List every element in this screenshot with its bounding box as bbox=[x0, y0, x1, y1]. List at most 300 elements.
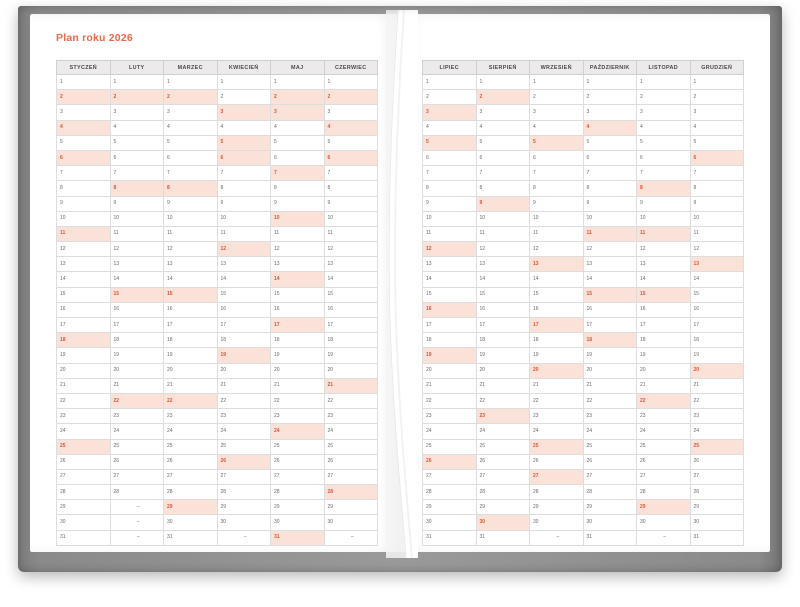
day-cell[interactable]: 11 bbox=[637, 226, 691, 241]
day-cell[interactable]: 8 bbox=[217, 181, 271, 196]
day-cell[interactable]: 19 bbox=[637, 348, 691, 363]
day-cell[interactable]: 11 bbox=[110, 226, 164, 241]
day-cell[interactable]: 16 bbox=[637, 302, 691, 317]
day-cell[interactable]: 23 bbox=[637, 409, 691, 424]
day-cell[interactable]: 5 bbox=[164, 135, 218, 150]
day-cell[interactable]: 22 bbox=[271, 393, 325, 408]
day-cell[interactable]: 26 bbox=[110, 454, 164, 469]
day-cell[interactable]: 9 bbox=[110, 196, 164, 211]
day-cell[interactable]: 24 bbox=[110, 424, 164, 439]
day-cell[interactable]: 11 bbox=[423, 226, 477, 241]
day-cell[interactable]: 26 bbox=[476, 454, 530, 469]
day-cell[interactable]: 19 bbox=[324, 348, 378, 363]
day-cell[interactable]: 17 bbox=[217, 318, 271, 333]
day-cell[interactable]: 29 bbox=[164, 500, 218, 515]
day-cell[interactable]: 16 bbox=[583, 302, 637, 317]
day-cell[interactable]: 4 bbox=[423, 120, 477, 135]
day-cell[interactable]: 24 bbox=[530, 424, 584, 439]
day-cell[interactable]: 29 bbox=[423, 500, 477, 515]
day-cell[interactable]: 14 bbox=[583, 272, 637, 287]
day-cell[interactable]: 15 bbox=[530, 287, 584, 302]
day-cell[interactable]: 12 bbox=[637, 242, 691, 257]
day-cell[interactable]: 16 bbox=[271, 302, 325, 317]
day-cell[interactable]: 18 bbox=[530, 333, 584, 348]
day-cell[interactable]: 27 bbox=[476, 469, 530, 484]
day-cell[interactable]: 31 bbox=[164, 530, 218, 545]
day-cell[interactable]: 22 bbox=[583, 393, 637, 408]
day-cell[interactable]: 15 bbox=[476, 287, 530, 302]
day-cell[interactable]: 9 bbox=[164, 196, 218, 211]
day-cell[interactable]: 17 bbox=[476, 318, 530, 333]
day-cell[interactable]: 28 bbox=[217, 485, 271, 500]
day-cell[interactable]: 24 bbox=[57, 424, 111, 439]
day-cell[interactable]: 31 bbox=[271, 530, 325, 545]
day-cell[interactable]: 27 bbox=[57, 469, 111, 484]
day-cell[interactable]: 7 bbox=[57, 166, 111, 181]
day-cell[interactable]: 29 bbox=[637, 500, 691, 515]
day-cell[interactable]: 12 bbox=[57, 242, 111, 257]
day-cell[interactable]: 1 bbox=[476, 75, 530, 90]
day-cell[interactable]: 8 bbox=[324, 181, 378, 196]
day-cell[interactable]: 2 bbox=[271, 90, 325, 105]
day-cell[interactable]: 7 bbox=[637, 166, 691, 181]
day-cell[interactable]: 23 bbox=[583, 409, 637, 424]
day-cell[interactable]: 14 bbox=[476, 272, 530, 287]
day-cell[interactable]: 24 bbox=[271, 424, 325, 439]
day-cell[interactable]: 4 bbox=[690, 120, 744, 135]
day-cell[interactable]: 18 bbox=[217, 333, 271, 348]
day-cell[interactable]: 16 bbox=[164, 302, 218, 317]
day-cell[interactable]: 11 bbox=[530, 226, 584, 241]
day-cell[interactable]: 20 bbox=[217, 363, 271, 378]
day-cell[interactable]: 23 bbox=[164, 409, 218, 424]
day-cell[interactable]: 9 bbox=[583, 196, 637, 211]
day-cell[interactable]: 10 bbox=[217, 211, 271, 226]
day-cell[interactable]: 17 bbox=[164, 318, 218, 333]
day-cell[interactable]: 8 bbox=[530, 181, 584, 196]
day-cell[interactable]: 5 bbox=[530, 135, 584, 150]
day-cell[interactable]: 11 bbox=[164, 226, 218, 241]
day-cell[interactable]: 10 bbox=[637, 211, 691, 226]
day-cell[interactable]: 29 bbox=[690, 500, 744, 515]
day-cell[interactable]: 5 bbox=[110, 135, 164, 150]
day-cell[interactable]: 15 bbox=[637, 287, 691, 302]
day-cell[interactable]: 28 bbox=[637, 485, 691, 500]
day-cell[interactable]: 26 bbox=[423, 454, 477, 469]
day-cell[interactable]: 22 bbox=[637, 393, 691, 408]
day-cell[interactable]: 15 bbox=[583, 287, 637, 302]
day-cell[interactable]: 17 bbox=[690, 318, 744, 333]
day-cell[interactable]: 10 bbox=[530, 211, 584, 226]
day-cell[interactable]: 21 bbox=[476, 378, 530, 393]
day-cell[interactable]: 30 bbox=[530, 515, 584, 530]
day-cell[interactable]: 11 bbox=[324, 226, 378, 241]
day-cell[interactable]: 19 bbox=[423, 348, 477, 363]
day-cell[interactable]: 22 bbox=[324, 393, 378, 408]
day-cell[interactable]: 13 bbox=[324, 257, 378, 272]
day-cell[interactable]: 19 bbox=[476, 348, 530, 363]
day-cell[interactable]: 2 bbox=[637, 90, 691, 105]
day-cell[interactable]: 16 bbox=[423, 302, 477, 317]
day-cell[interactable]: 2 bbox=[110, 90, 164, 105]
day-cell[interactable]: 15 bbox=[271, 287, 325, 302]
day-cell[interactable]: 21 bbox=[423, 378, 477, 393]
day-cell[interactable]: 24 bbox=[423, 424, 477, 439]
day-cell[interactable]: 25 bbox=[217, 439, 271, 454]
day-cell[interactable]: 2 bbox=[57, 90, 111, 105]
day-cell[interactable]: 24 bbox=[217, 424, 271, 439]
day-cell[interactable]: 6 bbox=[324, 150, 378, 165]
day-cell[interactable]: 17 bbox=[637, 318, 691, 333]
day-cell[interactable]: 21 bbox=[57, 378, 111, 393]
day-cell[interactable]: 23 bbox=[690, 409, 744, 424]
day-cell[interactable]: 29 bbox=[476, 500, 530, 515]
day-cell[interactable]: 7 bbox=[583, 166, 637, 181]
day-cell[interactable]: 26 bbox=[164, 454, 218, 469]
day-cell[interactable]: 24 bbox=[583, 424, 637, 439]
day-cell[interactable]: 10 bbox=[324, 211, 378, 226]
day-cell[interactable]: 25 bbox=[637, 439, 691, 454]
day-cell[interactable]: 30 bbox=[476, 515, 530, 530]
day-cell[interactable]: 27 bbox=[217, 469, 271, 484]
day-cell[interactable]: 26 bbox=[583, 454, 637, 469]
day-cell[interactable]: 17 bbox=[530, 318, 584, 333]
day-cell[interactable]: 19 bbox=[530, 348, 584, 363]
day-cell[interactable]: 3 bbox=[324, 105, 378, 120]
day-cell[interactable]: 5 bbox=[637, 135, 691, 150]
day-cell[interactable]: 9 bbox=[476, 196, 530, 211]
day-cell[interactable]: 23 bbox=[423, 409, 477, 424]
day-cell[interactable]: 9 bbox=[57, 196, 111, 211]
day-cell[interactable]: 25 bbox=[164, 439, 218, 454]
day-cell[interactable]: 6 bbox=[690, 150, 744, 165]
day-cell[interactable]: – bbox=[217, 530, 271, 545]
day-cell[interactable]: 4 bbox=[110, 120, 164, 135]
day-cell[interactable]: 16 bbox=[110, 302, 164, 317]
day-cell[interactable]: 11 bbox=[271, 226, 325, 241]
day-cell[interactable]: 2 bbox=[423, 90, 477, 105]
day-cell[interactable]: – bbox=[637, 530, 691, 545]
day-cell[interactable]: 20 bbox=[110, 363, 164, 378]
day-cell[interactable]: 18 bbox=[57, 333, 111, 348]
day-cell[interactable]: 28 bbox=[530, 485, 584, 500]
day-cell[interactable]: 19 bbox=[164, 348, 218, 363]
day-cell[interactable]: 24 bbox=[476, 424, 530, 439]
day-cell[interactable]: 30 bbox=[271, 515, 325, 530]
day-cell[interactable]: 27 bbox=[324, 469, 378, 484]
day-cell[interactable]: 18 bbox=[637, 333, 691, 348]
day-cell[interactable]: 25 bbox=[57, 439, 111, 454]
day-cell[interactable]: 2 bbox=[324, 90, 378, 105]
day-cell[interactable]: 22 bbox=[217, 393, 271, 408]
day-cell[interactable]: 23 bbox=[271, 409, 325, 424]
day-cell[interactable]: 26 bbox=[324, 454, 378, 469]
day-cell[interactable]: 14 bbox=[690, 272, 744, 287]
day-cell[interactable]: 7 bbox=[217, 166, 271, 181]
day-cell[interactable]: 29 bbox=[324, 500, 378, 515]
day-cell[interactable]: 15 bbox=[324, 287, 378, 302]
day-cell[interactable]: 6 bbox=[57, 150, 111, 165]
day-cell[interactable]: 3 bbox=[637, 105, 691, 120]
day-cell[interactable]: 27 bbox=[164, 469, 218, 484]
day-cell[interactable]: 3 bbox=[164, 105, 218, 120]
day-cell[interactable]: 11 bbox=[583, 226, 637, 241]
day-cell[interactable]: 1 bbox=[637, 75, 691, 90]
day-cell[interactable]: 18 bbox=[164, 333, 218, 348]
day-cell[interactable]: 23 bbox=[110, 409, 164, 424]
day-cell[interactable]: 7 bbox=[690, 166, 744, 181]
day-cell[interactable]: 13 bbox=[583, 257, 637, 272]
day-cell[interactable]: 2 bbox=[476, 90, 530, 105]
day-cell[interactable]: 1 bbox=[530, 75, 584, 90]
day-cell[interactable]: 17 bbox=[57, 318, 111, 333]
day-cell[interactable]: 29 bbox=[217, 500, 271, 515]
day-cell[interactable]: 9 bbox=[423, 196, 477, 211]
day-cell[interactable]: 12 bbox=[423, 242, 477, 257]
day-cell[interactable]: 14 bbox=[164, 272, 218, 287]
day-cell[interactable]: 25 bbox=[271, 439, 325, 454]
day-cell[interactable]: 4 bbox=[637, 120, 691, 135]
day-cell[interactable]: 10 bbox=[271, 211, 325, 226]
day-cell[interactable]: 29 bbox=[530, 500, 584, 515]
day-cell[interactable]: 26 bbox=[271, 454, 325, 469]
day-cell[interactable]: 31 bbox=[57, 530, 111, 545]
day-cell[interactable]: 13 bbox=[110, 257, 164, 272]
day-cell[interactable]: 28 bbox=[324, 485, 378, 500]
day-cell[interactable]: 31 bbox=[476, 530, 530, 545]
day-cell[interactable]: 16 bbox=[690, 302, 744, 317]
day-cell[interactable]: 6 bbox=[637, 150, 691, 165]
day-cell[interactable]: 17 bbox=[423, 318, 477, 333]
day-cell[interactable]: 7 bbox=[476, 166, 530, 181]
day-cell[interactable]: 3 bbox=[476, 105, 530, 120]
day-cell[interactable]: 21 bbox=[217, 378, 271, 393]
day-cell[interactable]: 6 bbox=[164, 150, 218, 165]
day-cell[interactable]: – bbox=[110, 530, 164, 545]
day-cell[interactable]: 20 bbox=[690, 363, 744, 378]
day-cell[interactable]: 13 bbox=[271, 257, 325, 272]
day-cell[interactable]: 19 bbox=[690, 348, 744, 363]
day-cell[interactable]: 19 bbox=[271, 348, 325, 363]
day-cell[interactable]: 24 bbox=[690, 424, 744, 439]
day-cell[interactable]: 21 bbox=[530, 378, 584, 393]
day-cell[interactable]: 21 bbox=[324, 378, 378, 393]
day-cell[interactable]: 4 bbox=[57, 120, 111, 135]
day-cell[interactable]: 29 bbox=[271, 500, 325, 515]
day-cell[interactable]: 27 bbox=[583, 469, 637, 484]
day-cell[interactable]: 18 bbox=[324, 333, 378, 348]
day-cell[interactable]: 26 bbox=[637, 454, 691, 469]
day-cell[interactable]: 29 bbox=[583, 500, 637, 515]
day-cell[interactable]: 10 bbox=[476, 211, 530, 226]
day-cell[interactable]: 14 bbox=[423, 272, 477, 287]
day-cell[interactable]: 23 bbox=[57, 409, 111, 424]
day-cell[interactable]: 2 bbox=[164, 90, 218, 105]
day-cell[interactable]: 7 bbox=[164, 166, 218, 181]
day-cell[interactable]: 27 bbox=[690, 469, 744, 484]
day-cell[interactable]: 25 bbox=[530, 439, 584, 454]
day-cell[interactable]: 27 bbox=[637, 469, 691, 484]
day-cell[interactable]: 5 bbox=[217, 135, 271, 150]
day-cell[interactable]: 18 bbox=[110, 333, 164, 348]
day-cell[interactable]: – bbox=[110, 500, 164, 515]
day-cell[interactable]: 14 bbox=[324, 272, 378, 287]
day-cell[interactable]: 13 bbox=[530, 257, 584, 272]
day-cell[interactable]: 18 bbox=[583, 333, 637, 348]
day-cell[interactable]: 28 bbox=[271, 485, 325, 500]
day-cell[interactable]: 25 bbox=[476, 439, 530, 454]
day-cell[interactable]: 8 bbox=[164, 181, 218, 196]
day-cell[interactable]: 21 bbox=[690, 378, 744, 393]
day-cell[interactable]: 25 bbox=[423, 439, 477, 454]
day-cell[interactable]: 20 bbox=[271, 363, 325, 378]
day-cell[interactable]: 8 bbox=[423, 181, 477, 196]
day-cell[interactable]: 26 bbox=[217, 454, 271, 469]
day-cell[interactable]: 11 bbox=[690, 226, 744, 241]
day-cell[interactable]: 22 bbox=[690, 393, 744, 408]
day-cell[interactable]: 6 bbox=[476, 150, 530, 165]
day-cell[interactable]: 19 bbox=[57, 348, 111, 363]
day-cell[interactable]: 18 bbox=[271, 333, 325, 348]
day-cell[interactable]: 7 bbox=[110, 166, 164, 181]
day-cell[interactable]: 20 bbox=[324, 363, 378, 378]
day-cell[interactable]: 17 bbox=[110, 318, 164, 333]
day-cell[interactable]: 20 bbox=[583, 363, 637, 378]
day-cell[interactable]: 30 bbox=[164, 515, 218, 530]
day-cell[interactable]: 3 bbox=[217, 105, 271, 120]
day-cell[interactable]: 13 bbox=[690, 257, 744, 272]
day-cell[interactable]: 14 bbox=[637, 272, 691, 287]
day-cell[interactable]: 2 bbox=[217, 90, 271, 105]
day-cell[interactable]: 12 bbox=[530, 242, 584, 257]
day-cell[interactable]: 30 bbox=[637, 515, 691, 530]
day-cell[interactable]: 11 bbox=[217, 226, 271, 241]
day-cell[interactable]: 4 bbox=[530, 120, 584, 135]
day-cell[interactable]: 18 bbox=[423, 333, 477, 348]
day-cell[interactable]: 15 bbox=[423, 287, 477, 302]
day-cell[interactable]: 15 bbox=[57, 287, 111, 302]
day-cell[interactable]: 8 bbox=[110, 181, 164, 196]
day-cell[interactable]: 13 bbox=[423, 257, 477, 272]
day-cell[interactable]: 23 bbox=[324, 409, 378, 424]
day-cell[interactable]: 22 bbox=[57, 393, 111, 408]
day-cell[interactable]: 10 bbox=[110, 211, 164, 226]
day-cell[interactable]: 4 bbox=[324, 120, 378, 135]
day-cell[interactable]: 15 bbox=[217, 287, 271, 302]
day-cell[interactable]: 1 bbox=[217, 75, 271, 90]
day-cell[interactable]: 5 bbox=[423, 135, 477, 150]
day-cell[interactable]: 15 bbox=[110, 287, 164, 302]
day-cell[interactable]: 26 bbox=[690, 454, 744, 469]
day-cell[interactable]: 7 bbox=[423, 166, 477, 181]
day-cell[interactable]: 10 bbox=[690, 211, 744, 226]
day-cell[interactable]: 6 bbox=[271, 150, 325, 165]
day-cell[interactable]: 4 bbox=[164, 120, 218, 135]
day-cell[interactable]: 3 bbox=[110, 105, 164, 120]
day-cell[interactable]: 15 bbox=[164, 287, 218, 302]
day-cell[interactable]: 10 bbox=[583, 211, 637, 226]
day-cell[interactable]: 18 bbox=[476, 333, 530, 348]
day-cell[interactable]: 22 bbox=[164, 393, 218, 408]
day-cell[interactable]: 11 bbox=[476, 226, 530, 241]
day-cell[interactable]: 30 bbox=[324, 515, 378, 530]
day-cell[interactable]: 8 bbox=[476, 181, 530, 196]
day-cell[interactable]: 6 bbox=[217, 150, 271, 165]
day-cell[interactable]: 8 bbox=[271, 181, 325, 196]
day-cell[interactable]: 16 bbox=[57, 302, 111, 317]
day-cell[interactable]: 8 bbox=[690, 181, 744, 196]
day-cell[interactable]: 30 bbox=[583, 515, 637, 530]
day-cell[interactable]: 28 bbox=[476, 485, 530, 500]
day-cell[interactable]: 28 bbox=[690, 485, 744, 500]
day-cell[interactable]: 9 bbox=[690, 196, 744, 211]
day-cell[interactable]: 30 bbox=[57, 515, 111, 530]
day-cell[interactable]: 23 bbox=[217, 409, 271, 424]
day-cell[interactable]: 14 bbox=[530, 272, 584, 287]
day-cell[interactable]: 30 bbox=[690, 515, 744, 530]
day-cell[interactable]: 12 bbox=[217, 242, 271, 257]
day-cell[interactable]: 23 bbox=[530, 409, 584, 424]
day-cell[interactable]: 6 bbox=[530, 150, 584, 165]
day-cell[interactable]: 16 bbox=[530, 302, 584, 317]
day-cell[interactable]: 3 bbox=[271, 105, 325, 120]
day-cell[interactable]: 24 bbox=[164, 424, 218, 439]
day-cell[interactable]: 3 bbox=[530, 105, 584, 120]
day-cell[interactable]: 5 bbox=[271, 135, 325, 150]
day-cell[interactable]: 20 bbox=[476, 363, 530, 378]
day-cell[interactable]: 5 bbox=[583, 135, 637, 150]
day-cell[interactable]: 1 bbox=[423, 75, 477, 90]
day-cell[interactable]: 17 bbox=[271, 318, 325, 333]
day-cell[interactable]: 12 bbox=[271, 242, 325, 257]
day-cell[interactable]: 17 bbox=[324, 318, 378, 333]
day-cell[interactable]: 3 bbox=[690, 105, 744, 120]
day-cell[interactable]: 19 bbox=[583, 348, 637, 363]
day-cell[interactable]: 21 bbox=[271, 378, 325, 393]
day-cell[interactable]: 1 bbox=[583, 75, 637, 90]
day-cell[interactable]: 13 bbox=[637, 257, 691, 272]
day-cell[interactable]: 6 bbox=[583, 150, 637, 165]
day-cell[interactable]: 19 bbox=[110, 348, 164, 363]
day-cell[interactable]: 21 bbox=[110, 378, 164, 393]
day-cell[interactable]: 10 bbox=[164, 211, 218, 226]
day-cell[interactable]: 27 bbox=[423, 469, 477, 484]
day-cell[interactable]: 30 bbox=[423, 515, 477, 530]
day-cell[interactable]: 26 bbox=[530, 454, 584, 469]
day-cell[interactable]: 10 bbox=[423, 211, 477, 226]
day-cell[interactable]: 31 bbox=[423, 530, 477, 545]
day-cell[interactable]: 5 bbox=[476, 135, 530, 150]
day-cell[interactable]: 22 bbox=[110, 393, 164, 408]
day-cell[interactable]: 29 bbox=[57, 500, 111, 515]
day-cell[interactable]: 2 bbox=[530, 90, 584, 105]
day-cell[interactable]: 16 bbox=[476, 302, 530, 317]
day-cell[interactable]: 6 bbox=[423, 150, 477, 165]
day-cell[interactable]: 9 bbox=[271, 196, 325, 211]
day-cell[interactable]: 14 bbox=[57, 272, 111, 287]
day-cell[interactable]: 17 bbox=[583, 318, 637, 333]
day-cell[interactable]: 20 bbox=[637, 363, 691, 378]
day-cell[interactable]: 1 bbox=[57, 75, 111, 90]
day-cell[interactable]: – bbox=[110, 515, 164, 530]
day-cell[interactable]: 10 bbox=[57, 211, 111, 226]
day-cell[interactable]: 12 bbox=[583, 242, 637, 257]
day-cell[interactable]: 4 bbox=[271, 120, 325, 135]
day-cell[interactable]: 2 bbox=[583, 90, 637, 105]
day-cell[interactable]: 20 bbox=[164, 363, 218, 378]
day-cell[interactable]: 27 bbox=[530, 469, 584, 484]
day-cell[interactable]: 16 bbox=[217, 302, 271, 317]
